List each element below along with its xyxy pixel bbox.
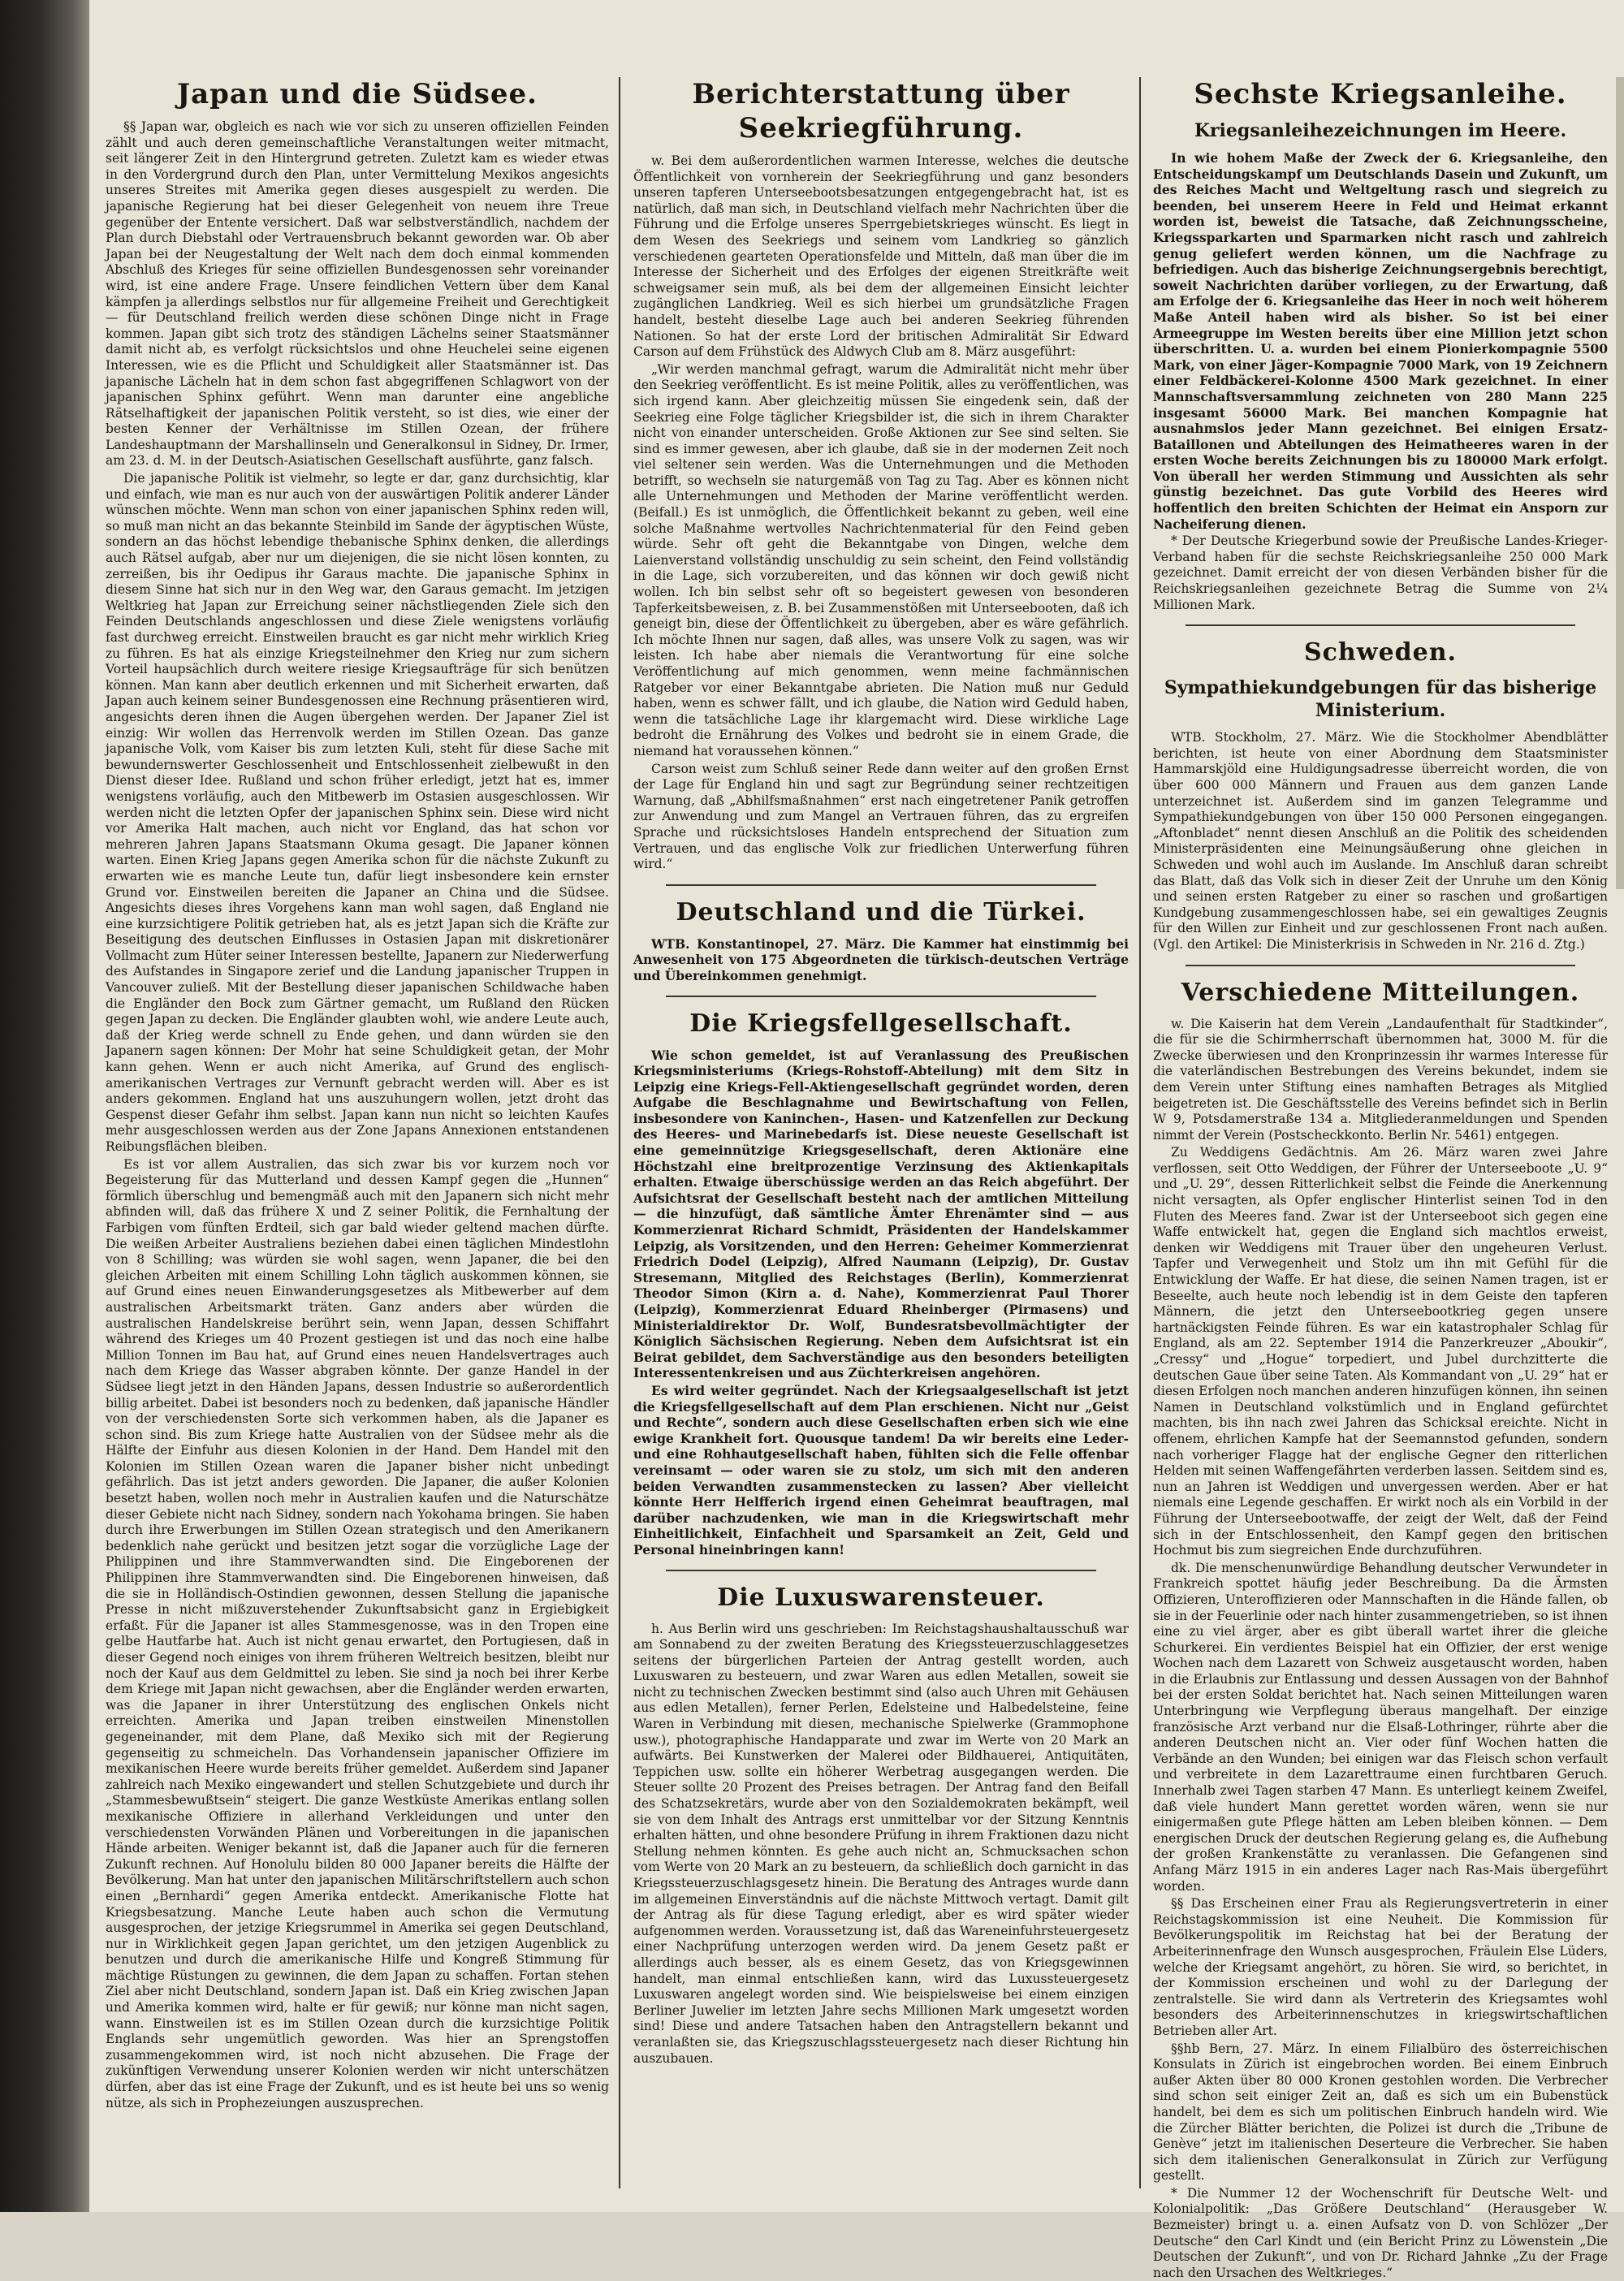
article-title: Schweden. bbox=[1304, 638, 1457, 667]
column-rule bbox=[1139, 77, 1141, 2188]
article-paragraph: Die japanische Politik ist vielmehr, so legte er dar, ganz durchsichtig, klar und einfach, wie man es nur auch von der auswärtigen Politik anderer Länder wünschen möchte. Wenn man schon von einer japanischen Sphinx reden will, so muß man nicht an das bekannte Steinbild im Sande der ägyptischen Wüste, sondern an das höchst lebendige thebanische Sphinx denken, die allerdings auch Rätsel aufgab, aber nur um diejenigen, die sie nicht lösen konnten, zu zerreißen, bis ihr Oedipus ihr Garaus machte. Die japanische Sphinx in diesem Sinne hat sich nur in den Weg war, den Garaus gemacht. Im jetzigen Weltkrieg hat Japan zur Erreichung seiner nächstliegenden Ziele sich den Feinden Deutschlands angeschlossen und diese Ziele wenigstens vorläufig fast durchweg erreicht. Einstweilen braucht es gar nicht mehr wirklich Krieg zu führen. Es hat als einzige Kriegsteilnehmer den Krieg nur zum sichern Vorteil haupsächlich durch weitere riesige Kriegsaufträge für sich benützen können. Man kann aber deutlich erkennen und mit Sicherheit erwarten, daß Japan auch keinem seiner Bundesgenossen eine Rechnung präsentieren wird, angesichts deren ihnen die Augen übergehen werden. Der Japaner Ziel ist einzig: Wir wollen das Herrenvolk werden im Stillen Ozean. Das ganze japanische Volk, vom Kaiser bis zum letzten Kuli, steht für diese Sache mit bewundernswerter Geschlossenheit und Entschlossenheit zielbewußt in den Dienst dieser Idee. Rußland und schon früher erledigt, jetzt hat es, immer wenigstens vorläufig, auch den Mitbewerb im Ostasien ausgeschlossen. Wir werden nicht die letzten Opfer der japanischen Sphinx sein. Diese wird nicht vor Amerika Halt machen, auch nicht vor England, das hat schon vor mehreren Jahren Japans Staatsmann Okuma gesagt. Die Japaner können warten. Einen Krieg Japans gegen Amerika schon für die nächste Zukunft zu erwarten wie es manche Leute tun, dafür liegt insbesondere kein ernster Grund vor. Einstweilen bereiten die Japaner an China und die Südsee. Angesichts dieses ihres Vorgehens kann man wohl sagen, daß England nie eine kurzsichtigere Politik getrieben hat, als es jetzt Japan sich die Kräfte zur Beseitigung des deutschen Einflusses in Ostasien Japan mit diskretionärer Vollmacht zum Hüter seiner Interessen bestellte, Japanern zur Niederwerfung des Aufstandes in Singapore zerief und die Landung japanischer Truppen in Vancouver zuließ. Mit der Bestellung dieser japanischen Schildwache haben die Engländer den Bock zum Gärtner gemacht, um Rußland den Rücken gegen Japan zu decken. Die Engländer glaubten wohl, wie andere Leute auch, daß der Krieg werde schnell zu Ende gehen, und dann würden sie den Japanern sagen können: Der Mohr hat seine Schuldigkeit getan, der Mohr kann gehen. Wenn er auch nicht Amerika, auf Grund des englisch-amerikanischen Vertrages zur Vernunft gebracht werden will. Aber es ist anders gekommen. England hat uns auszuhungern wollen, jetzt droht das Gespenst dieser Gefahr ihm selbst. Japan kann nun nicht so leichten Kaufes mehr ausgeschlossen werden aus der Zone Japans Annexionen entstandenen Reibungsflächen bleiben. bbox=[106, 471, 609, 1154]
article-title: Deutschland und die Türkei. bbox=[676, 897, 1086, 927]
article-paragraph: §§ Das Erscheinen einer Frau als Regierungsvertreterin in einer Reichstagskommission ist eine Neuheit. Die Kommission für Bevölkerungspolitik im Reichstag hat bei der Beratung der Arbeiterinnenfrage den Wunsch ausgesprochen, Fräulein Else Lüders, welche der Kriegsamt angehört, zu hören. Sie wird, so berichtet, in der Kommission erscheinen und wohl zu der Darlegung der zentralstelle. Sie wird dann als Vertreterin des Kriegsamtes wohl besonders des Arbeiterinnenschutzes in kriegswirtschaftlichen Betrieben aller Art. bbox=[1153, 1896, 1608, 2038]
article-paragraph: Wie schon gemeldet, ist auf Veranlassung des Preußischen Kriegsministeriums (Kriegs-Rohstoff-Abteilung) mit dem Sitz in Leipzig eine Kriegs-Fell-Aktiengesellschaft gegründet worden, deren Aufgabe die Beschlagnahme und Bewirtschaftung von Fellen, insbesondere von Kaninchen-, Hasen- und Katzenfellen zur Deckung des Heeres- und Marinebedarfs ist. Diese neueste Gesellschaft ist eine gemeinnützige Kriegsgesellschaft, deren Aktionäre eine Höchstzahl eine breitprozentige Verzinsung des Aktienkapitals erhalten. Etwaige überschüssige werden an das Reich abgeführt. Der Aufsichtsrat der Gesellschaft besteht nach der amtlichen Mitteilung — die hinzufügt, daß sämtliche Ämter Ehrenämter sind — aus Kommerzienrat Richard Schmidt, Präsidenten der Handelskammer Leipzig, als Vorsitzenden, und den Herren: Geheimer Kommerzienrat Friedrich Dodel (Leipzig), Alfred Naumann (Leipzig), Dr. Gustav Stresemann, Mitglied des Reichstages (Berlin), Kommerzienrat Theodor Simon (Kirn a. d. Nahe), Kommerzienrat Paul Thorer (Leipzig), Kommerzienrat Eduard Rheinberger (Pirmasens) und Ministerialdirektor Dr. Wolf, Bundesratsbevollmächtigter der Königlich Sächsischen Regierung. Neben dem Aufsichtsrat ist ein Beirat gebildet, dem Sachverständige aus den besonders beteiligten Interessentenkreisen und aus Züchterkreisen angehören. bbox=[633, 1047, 1129, 1381]
article-title: Berichterstattung über Seekriegführung. bbox=[692, 78, 1070, 145]
article-paragraph: Carson weist zum Schluß seiner Rede dann weiter auf den großen Ernst der Lage für England hin und sagt zur Begründung seiner rechtzeitigen Warnung, daß „Abhilfsmaßnahmen“ erst nach eingetretener Panik getroffen zur Anwendung und zum Mangel an Vertrauen führen, das zu ergreifen Sprache und rücksichtsloses Handeln entsprechend der Situation zum Vertrauen, und das englische Volk zur friedlichen Unterwerfung führen wird.“ bbox=[633, 761, 1129, 872]
article-paragraph: „Wir werden manchmal gefragt, warum die Admiralität nicht mehr über den Seekrieg veröffentlicht. Es ist meine Politik, alles zu veröffentlichen, was sich irgend kann. Aber gleichzeitig müssen Sie eingedenk sein, daß der Seekrieg eine Folge täglicher Kriegsbilder ist, die sich in ihrem Charakter nicht von einander unterscheiden. Große Aktionen zur See sind selten. Sie sind es immer gewesen, aber ich glaube, daß sie in der modernen Zeit noch viel seltener sein werden. Was die Unternehmungen und die Methoden betrifft, so wechseln sie naturgemäß von Tag zu Tag. Aber es können nicht alle Unternehmungen und Methoden der Marine veröffentlicht werden. (Beifall.) Es ist unmöglich, die Öffentlichkeit bekannt zu geben, weil eine solche Maßnahme wertvolles Nachrichtenmaterial für den Feind geben würde. Sehr oft geht die Bekanntgabe von Dingen, welche dem Laienverstand vollständig unschuldig zu sein scheint, den Feind vollständig in die Lage, sich vorzubereiten, und das können wir doch gewiß nicht wollen. Ich bin selbst sehr oft so begeistert gewesen von besonderen Tapferkeitsbeweisen, z. B. bei Zusammenstößen mit Unterseebooten, daß ich geneigt bin, diese der Öffentlichkeit zu übergeben, aber es wäre gefährlich. Ich möchte Ihnen nur sagen, daß alles, was unsere Volk zu sagen, was wir leisten. Ich habe aber niemals die Verantwortung für eine solche Veröffentlichung auf mich genommen, wenn meine fachmännischen Ratgeber vor einer Bekanntgabe abrieten. Die Nation muß nur Geduld haben, wenn es schwer fällt, und ich glaube, die Nation wird Geduld haben, wenn die tatsächliche Lage ihr klargemacht wird. Diese wirkliche Lage bedroht die Ernährung des Volkes und bedroht sie in einem Grade, die niemand hat voraussehen können.“ bbox=[633, 361, 1129, 758]
article-paragraph: Es wird weiter gegründet. Nach der Kriegsaalgesellschaft ist jetzt die Kriegsfellgesellschaft auf dem Plan erschienen. Nicht nur „Geist und Rechte“, sondern auch diese Gesellschaften erben sich wie eine ewige Krankheit fort. Quousque tandem! Da wir bereits eine Leder- und eine Rohhautgesellschaft haben, fühlten sich die Felle offenbar vereinsamt — oder waren sie zu stolz, um sich mit den anderen beiden Verwandten zusammenstecken zu lassen? Aber vielleicht könnte Herr Helfferich irgend einen Geheimrat beauftragen, mal darüber nachzudenken, wie man in die Kriegswirtschaft mehr Einheitlichkeit, Einfachheit und Sparsamkeit an Zeit, Geld und Personal hineinbringen kann! bbox=[633, 1382, 1129, 1557]
article-paragraph: * Der Deutsche Kriegerbund sowie der Preußische Landes-Krieger-Verband haben für die sechste Reichskriegsanleihe 250 000 Mark gezeichnet. Damit erreicht der von diesen Verbänden bisher für die Reichskriegsanleihen gezeichnete Betrag die Summe von 2¼ Millionen Mark. bbox=[1153, 534, 1608, 612]
article-paragraph: WTB. Stockholm, 27. März. Wie die Stockholmer Abendblätter berichten, ist heute von einer Abordnung dem Staatsminister Hammarskjöld eine Huldigungsadresse überreicht worden, die von über 600 000 Männern und Frauen aus dem ganzen Lande unterzeichnet ist. Außerdem sind im ganzen Telegramme und Sympathiekundgebungen von über 150 000 Personen eingegangen. „Aftonbladet“ nennt diesen Anschluß an die Politik des scheidenden Ministerpräsidenten eine Meinungsäußerung ohne gleichen in Schweden und wohl auch im Auslande. Im Anschluß daran schreibt das Blatt, daß das Volk sich in dieser Zeit der Unruhe um den König und seinen ersten Ratgeber zu einer so raschen und großartigen Kundgebung zusammengeschlossen habe, sei ein gewaltiges Zeugnis für den Willen zur Einheit und zur geschlossenen Front nach außen. (Vgl. den Artikel: Die Ministerkrisis in Schweden in Nr. 216 d. Ztg.) bbox=[1153, 730, 1608, 952]
article-subtitle: Sympathiekundgebungen für das bisherige Ministerium. bbox=[1164, 677, 1597, 722]
section-divider bbox=[666, 884, 1096, 886]
article-paragraph: w. Die Kaiserin hat dem Verein „Landaufenthalt für Stadtkinder“, die für sie die Schirmherrschaft übernommen hat, 3000 M. für die Zwecke überwiesen und den Kronprinzessin ihr warmes Interesse für die vaterländischen Bestrebungen des Vereins bekundet, indem sie dem Verein unter Stiftung eines namhaften Betrages als Mitglied beigetreten ist. Die Geschäftsstelle des Vereins befindet sich in Berlin W 9, Potsdamerstraße 134 a. Mitgliederanmeldungen und Spenden nimmt der Verein (Postscheckkonto. Berlin Nr. 5461) entgegen. bbox=[1153, 1016, 1608, 1143]
article-paragraph: WTB. Konstantinopel, 27. März. Die Kammer hat einstimmig bei Anwesenheit von 175 Abgeordneten die türkisch-deutschen Verträge und Übereinkommen genehmigt. bbox=[633, 935, 1129, 983]
section-divider bbox=[666, 996, 1096, 997]
column-2 bbox=[633, 77, 1129, 2188]
article-title: Verschiedene Mitteilungen. bbox=[1181, 978, 1580, 1007]
column-rule bbox=[619, 77, 620, 2188]
article-paragraph: In wie hohem Maße der Zweck der 6. Kriegsanleihe, den Entscheidungskampf um Deutschlands Dasein und Zukunft, um des Reiches Macht und Weltgeltung rasch und siegreich zu beenden, bei unserem Heere in Feld und Heimat erkannt worden ist, beweist die Tatsache, daß Zeichnungsscheine, Kriegssparkarten und Sparmarken nicht rasch und zahlreich genug geliefert werden können, um die Nachfrage zu befriedigen. Auch das bisherige Zeichnungsergebnis berechtigt, soweit Nachrichten darüber vorliegen, zu der Erwartung, daß am Erfolge der 6. Kriegsanleihe das Heer in noch weit höherem Maße Anteil haben wird als bisher. So ist bei einer Armeegruppe im Westen bereits über eine Million jetzt schon überschritten. U. a. wurden bei einem Pionierkompagnie 5500 Mark, von einer Jäger-Kompagnie 7000 Mark, von 19 Zeichnern einer Feldbäckerei-Kolonne 4500 Mark gezeichnet. In einer Mannschaftsversammlung zeichneten von 280 Mann 225 insgesamt 56000 Mark. Bei manchen Kompagnie hat ausnahmslos jeder Mann gezeichnet. Bei einigen Ersatz-Bataillonen und Abteilungen des Heimatheeres waren in der ersten Woche bereits Zeichnungen bis zu 180000 Mark erfolgt. Von überall her werden Stimmung und Aussichten als sehr günstig bezeichnet. Das gute Vorbild des Heeres wird hoffentlich den breiten Schichten der Heimat ein Ansporn zur Nacheiferung dienen. bbox=[1153, 150, 1608, 532]
article-paragraph: h. Aus Berlin wird uns geschrieben: Im Reichstagshaushaltausschuß war am Sonnabend zu der zweiten Beratung des Kriegssteuerzuschlaggesetzes seitens der bürgerlichen Parteien der Antrag gestellt worden, auch Luxuswaren zu besteuern, und zwar Waren aus edlen Metallen, soweit sie nicht zu technischen Zwecken bestimmt sind (also auch Uhren mit Gehäusen aus edlen Metallen), ferner Perlen, Edelsteine und Halbedelsteine, feine Waren in Verbindung mit diesen, mechanische Spielwerke (Grammophone usw.), photographische Handapparate und zwar im Werte von 20 Mark an aufwärts. Bei Kunstwerken der Malerei oder Bildhauerei, Antiquitäten, Teppichen usw. sollte ein höherer Werbetrag ausgegangen werden. Die Steuer sollte 20 Prozent des Preises betragen. Der Antrag fand den Beifall des Schatzsekretärs, wurde aber von den Sozialdemokraten bekämpft, weil sie von dem Inhalt des Antrags erst unmittelbar vor der Sitzung Kenntnis erhalten hätten, und ohne besondere Prüfung in ihrem Fraktionen dazu nicht Stellung nehmen könnten. Es gehe auch nicht an, Schmucksachen schon vom Werte von 20 Mark an zu besteuern, da schließlich doch garnicht in das Kriegssteuerzuschlagsgesetz hinein. Die Beratung des Antrages wurde dann im allgemeinen Einverständnis auf die nächste Mittwoch vertagt. Damit gilt der Antrag als für diese Tagung erledigt, aber es wird später wieder aufgenommen werden. Voraussetzung ist, daß das Wareneinfuhrsteuergesetz einer Nachprüfung unterzogen werden wird. Da jenem Gesetz paßt er allerdings auch besser, als es einem Gesetz, das von Kriegsgewinnen handelt, man einmal entschließen kann, wird das Luxussteuergesetz Luxuswaren angelegt worden sind. Wie beispielsweise bei einem einzigen Berliner Juwelier im letzten Jahre sechs Millionen Mark umgesetzt worden sind! Diese und andere Tatsachen haben den Antragstellern bekannt und veranlaßten sie, das Kriegszuschlagssteuergesetz nach dieser Richtung hin auszubauen. bbox=[633, 1621, 1129, 2066]
article-paragraph: §§ Japan war, obgleich es nach wie vor sich zu unseren offiziellen Feinden zählt und auch deren gemeinschaftliche Veranstaltungen weiter mitmacht, seit längerer Zeit in den Hintergrund getreten. Zuletzt kam es wieder etwas in den Vordergrund durch den Plan, unter Vermittelung Mexikos angesichts unseres Streites mit Amerika gegen dieses ausgespielt zu werden. Die japanische Regierung hat bei dieser Gelegenheit von neuem ihre Treue gegenüber der Entente versichert. Daß war selbstverständlich, nachdem der Plan durch Diebstahl oder Vertrauensbruch bekannt geworden war. Ob aber Japan bei der Neugestaltung der Welt nach dem doch einmal kommenden Abschluß des Krieges für seine offiziellen Bundesgenossen sehr voreinander wird, ist eine andere Frage. Unsere feindlichen Vettern über dem Kanal kämpfen ja allerdings selbstlos nur für allgemeine Freiheit und Gerechtigkeit — für Deutschland freilich werden diese schönen Dinge nicht in Frage kommen. Japan gibt sich trotz des ständigen Lächelns seiner Staatsmänner damit nicht ab, es verfolgt rücksichtslos und ohne Heuchelei seine eigenen Interessen, wie es die Pflicht und Schuldigkeit aller Staatsmänner ist. Das japanische Lächeln hat in dem schon fast abgegriffenen Schlagwort von der japanischen Sphinx geführt. Wenn man darunter eine angebliche Rätselhaftigkeit der japanischen Politik versteht, so ist dies, wie einer der besten Kenner der Verhältnisse im Stillen Ozean, der frühere Landeshauptmann der Marshallinseln und Generalkonsul in Sidney, Dr. Irmer, am 23. d. M. in der Deutsch-Asiatischen Gesellschaft ausführte, ganz falsch. bbox=[106, 119, 609, 469]
article-title: Japan und die Südsee. bbox=[177, 78, 538, 110]
section-divider bbox=[1186, 965, 1575, 966]
article-title: Die Kriegsfellgesellschaft. bbox=[689, 1009, 1073, 1038]
article-paragraph: dk. Die menschenunwürdige Behandlung deutscher Verwundeter in Frankreich spottet häufig jeder Beschreibung. Da die Ärmsten Offizieren, Unteroffizieren oder Mannschaften in die Hände fallen, ob sie in der Feuerlinie oder nach hinter zusammengetrieben, so ist ihnen eine zu viel ärger, aber es gibt überall wartet ihrer die gleiche Schurkerei. Ein verdientes Beispiel hat ein Offizier, der erst wenige Wochen nach dem Lazarett von Schweiz ausgetauscht worden, haben in die Erlaubnis zur Entlassung und dessen Aussagen von der Bahnhof bei der ersten Soldat berichtet hat. Nach seinen Mitteilungen waren Unterbringung wie Verpflegung überaus mangelhaft. Der einzige französische Arzt verband nur die Elsaß-Lothringer, rührte aber die anderen Deutschen nicht an. Vier oder fünf Wochen hatten die Verbände an den Wunden; bei einigen war das Fleisch schon verfault und verbreitete in dem Lazarettraume einen furchtbaren Geruch. Innerhalb zwei Tagen starben 47 Mann. Es unterliegt keinem Zweifel, daß viele hundert Mann gerettet worden wären, wenn sie nur einigermaßen gute Pflege hätten am Leben bleiben können. — Dem energischen Druck der deutschen Regierung gelang es, die Aufhebung der großen Krankenstätte zu veranlassen. Die Gefangenen sind Anfang März 1915 in ein anderes Lager nach Ras-Mais übergeführt worden. bbox=[1153, 1560, 1608, 1894]
section-divider bbox=[666, 1570, 1096, 1571]
article-paragraph: Es ist vor allem Australien, das sich zwar bis vor kurzem noch vor Begeisterung für das Mutterland und dessen Kampf gegen die „Hunnen“ förmlich überschlug und bemengmäß auch mit den Japanern sich nicht mehr abfinden will, daß das frühere X und Z seiner Politik, die Fernhaltung der Farbigen vom fünften Erdteil, sich gar bald wieder geltend machen dürfte. Die weißen Arbeiter Australiens beziehen dabei einen täglichen Mindestlohn von 8 Schilling; was würden sie wohl sagen, wenn Japaner, die bei den gleichen Arbeiten mit einem Schilling Lohn täglich auskommen können, sie auf Grund eines neuen Einwanderungsgesetzes als Mitbewerber auf dem australischen Arbeitsmarkt träten. Ganz anders aber würden die australischen Handelskreise berührt sein, wenn Japan, dessen Schiffahrt während des Krieges um 40 Prozent gestiegen ist und das noch eine halbe Million Tonnen im Bau hat, auf Grund eines neuen Handelsvertrages auch nach dem Kriege das Wasser abgraben könnte. Der ganze Handel in der Südsee liegt jetzt in den Händen Japans, dessen Industrie so außerordentlich billig arbeitet. Dabei ist besonders noch zu bedenken, daß japanische Händler von der verschiedensten Sorte sich verkommen haben, als die Japaner es schon sind. Bis zum Kriege hatte Australien von der Südsee mehr als die Hälfte der Einfuhr aus diesen Kolonien in der Hand. Dem Handel mit den Kolonien im Stillen Ozean waren die Japaner bisher nicht unbedingt gefährlich. Das ist jetzt anders geworden. Die Japaner, die außer Kolonien besetzt haben, wollen noch mehr in Australien kaufen und die Naturschätze dieser Gebiete nicht nach Sidney, sondern nach Yokohama bringen. Sie haben durch ihre Erwerbungen im Stillen Ozean strategisch und den Amerikanern bedenklich nahe gerückt und besitzen jetzt sogar die vorzügliche Lage der Philippinen und ihre Stammverwandten sind. Die Eingeborenen der Philippinen ihre Stammverwandten sind. Die Eingeborenen hinweisen, daß die sie in Holländisch-Ostindien gewonnen, dessen Stellung die japanische Presse in nicht mißzuverstehender Zukunftsabsicht ganz in Ergiebigkeit erfaßt. Für die Japaner ist alles Stammesgenosse, was in den Tropen eine gelbe Hautfarbe hat. Auch ist nicht genau erwartet, den Portugiesen, daß in dieser Gegend noch einiges von ihrem früheren Weltreich besitzen, bleibt nur noch der Kauf aus dem Geldmittel zu leben. Sie sind ja noch bei ihrer Kerbe dem Kriege mit Japan nicht gewachsen, aber die Engländer werden erwarten, was die Japaner in ihrer Unterstützung des englischen Onkels nicht erreichten. Amerika und Japan treiben einstweilen Minenstollen gegeneinander, mit dem Plane, daß Mexiko sich mit der Regierung gegenseitig zu schmeicheln. Das Vorhandensein japanischer Offiziere im mexikanischen Heere wurde bereits früher gemeldet. Außerdem sind Japaner zahlreich nach Mexiko eingewandert und stellen Schutzgebiete und durch ihr „Stammesbewußtsein“ steigert. Die ganze Westküste Amerikas entlang sollen mexikanische Offiziere in allerhand Verkleidungen und unter den verschiedensten Vorwänden Plänen und Vorbereitungen in die japanischen Hände arbeiten. Weniger bekannt ist, daß die Japaner auch für die ferneren Zukunft rechnen. Auf Honolulu bilden 80 000 Japaner bereits die Hälfte der Bevölkerung. Man hat unter den japanischen Militärschriftstellern auch schon einen „Bernhardi“ gegen Amerika entdeckt. Amerikanische Flotte hat Kriegsbesatzung. Manche Leute haben auch schon die Vermutung ausgesprochen, der jetzige Kriegsrummel in Amerika sei gegen Deutschland, nur in Wirklichkeit gegen Japan gerichtet, um den jetzigen Augenblick zu benutzen und durch die amerikanische Hilfe und Kongreß Stimmung für mächtige Rüstungen zu gewinnen, die dem Japan zu schaffen. Fortan stehen Ziel aber nicht Deutschland, sondern Japan ist. Daß ein Krieg zwischen Japan und Amerika kommen wird, halte er für gewiß; nur könne man nicht sagen, wann. Einstweilen ist es im Stillen Ozean durch die kurzsichtige Politik Englands sehr ungemütlich geworden. Was hier an Sprengstoffen zusammengekommen wird, ist noch nicht abzusehen. Die Frage der zukünftigen Verwendung unserer Kolonien werden wir nicht unterschätzen dürfen, aber das ist eine Frage der Zukunft, und es ist heute bei uns so wenig nütze, als sich in Prophezeiungen auszusprechen. bbox=[106, 1156, 609, 2110]
article-title: Die Luxuswarensteuer. bbox=[717, 1583, 1045, 1612]
section-divider bbox=[1186, 624, 1575, 626]
article-title: Sechste Kriegsanleihe. bbox=[1194, 78, 1567, 110]
article-paragraph: §§hb Bern, 27. März. In einem Filialbüro des österreichischen Konsulats in Zürich ist eingebrochen worden. Bei einem Einbruch außer Akten über 80 000 Kronen gestohlen worden. Die Verbrecher sind schon seit einiger Zeit an, daß es sich um ein Bubenstück handelt, bei dem es sich um politischen Einbruch handeln wird. Wie die Zürcher Blätter berichten, die Polizei ist durch die „Tribune de Genève“ jetzt im italienischen Deserteure die Verbrecher. Sie haben sich dem italienischen Generalkonsulat in Zürich zur Verfügung gestellt. bbox=[1153, 2041, 1608, 2184]
article-paragraph: * Die Nummer 12 der Wochenschrift für Deutsche Welt- und Kolonialpolitik: „Das Größere Deutschland“ (Herausgeber W. Bezmeister) bringt u. a. einen Aufsatz von D. von Schlözer „Der Deutsche“ den Carl Kindt und (ein Bericht Prinz zu Löwenstein „Die Deutschen der Zukunft“, und von Dr. Richard Jahnke „Zu der Frage nach den Ursachen des Weltkrieges.“ bbox=[1153, 2185, 1608, 2280]
book-binding bbox=[0, 0, 89, 2212]
newspaper-page bbox=[89, 0, 1624, 2280]
column-3 bbox=[1153, 77, 1608, 2280]
article-paragraph: Zu Weddigens Gedächtnis. Am 26. März waren zwei Jahre verflossen, seit Otto Weddigen, der Führer der Unterseeboote „U. 9“ und „U. 29“, dessen Ritterlichkeit selbst die Feinde die Anerkennung nicht versagten, als Opfer englischer Hinterlist seinen Tod in den Fluten des Meeres fand. Zwar ist der Unterseeboot sich gegen eine Waffe entwickelt hat, gegen die England sich machtlos erweist, denken wir Weddigens mit Trauer über den ungeheuren Verlust. Tapfer und Verwegenheit und Stolz um ihn mit Gefühl für die Entwicklung der Waffe. Er hat diese, die seinen Namen tragen, ist er Beseelte, auch heute noch lebendig ist in dem Geiste den tapferen Männern, die jetzt den Unterseebootkrieg gegen unsere hartnäckigsten Feinde führen. Es war ein katastrophaler Schlag für England, als am 22. September 1914 die Panzerkreuzer „Aboukir“, „Cressy“ und „Hogue“ torpediert, und Jubel durchzitterte die deutschen Gaue über seine Taten. Als Kommandant von „U. 29“ hat er diesen Erfolgen noch manchen anderen hinzufügen können, ihn seinen Namen in Deutschland volkstümlich und in England gefürchtet machten, bis ihn nach zwei Jahren das Schicksal ereichte. Nicht in offenem, ehrlichen Kampfe hat der Seemannstod gefunden, sondern nach vorheriger Flagge hat der englische Gegner den ritterlichen Helden mit seinen Waffengefährten verderben lassen. Seitdem sind es, nun an Jahren ist Weddigen und unvergessen werden. Aber er hat niemals eine Legende geschaffen. Er wirkt noch als ein Vorbild in der Führung der Unterseebootwaffe, der zeigt der Welt, daß der Feind sich in der Entschlossenheit, den Kampf gegen den britischen Hochmut bis zum siegreichen Ende durchzuführen. bbox=[1153, 1145, 1608, 1558]
article-paragraph: w. Bei dem außerordentlichen warmen Interesse, welches die deutsche Öffentlichkeit von vornherein der Seekriegführung und ganz besonders unseren tapferen Unterseebootsbesatzungen entgegengebracht hat, ist es natürlich, daß man sich, in Deutschland vielfach mehr Nachrichten über die Führung und die Erfolge unseres Sperrgebietskrieges wünscht. Es liegt in dem Wesen des Seekriegs und seinem vom Landkrieg so gänzlich verschiedenen gearteten Operationsfelde und Mitteln, daß man über die im Interesse der Sicherheit und des Erfolges der eigenen Streitkräfte weit schweigsamer sein muß, als bei dem der allgemeinen Einsicht leichter zugänglichen Landkrieg. Weil es sich hierbei um grundsätzliche Fragen handelt, besteht dieselbe Lage auch bei anderen Seekrieg führenden Nationen. So hat der erste Lord der britischen Admiralität Sir Edward Carson auf dem Frühstück des Aldwych Club am 8. März ausgeführt: bbox=[633, 153, 1129, 360]
column-1 bbox=[106, 77, 609, 2188]
adjacent-page-edge bbox=[1616, 77, 1624, 889]
article-subtitle: Kriegsanleihezeichnungen im Heere. bbox=[1194, 120, 1567, 141]
